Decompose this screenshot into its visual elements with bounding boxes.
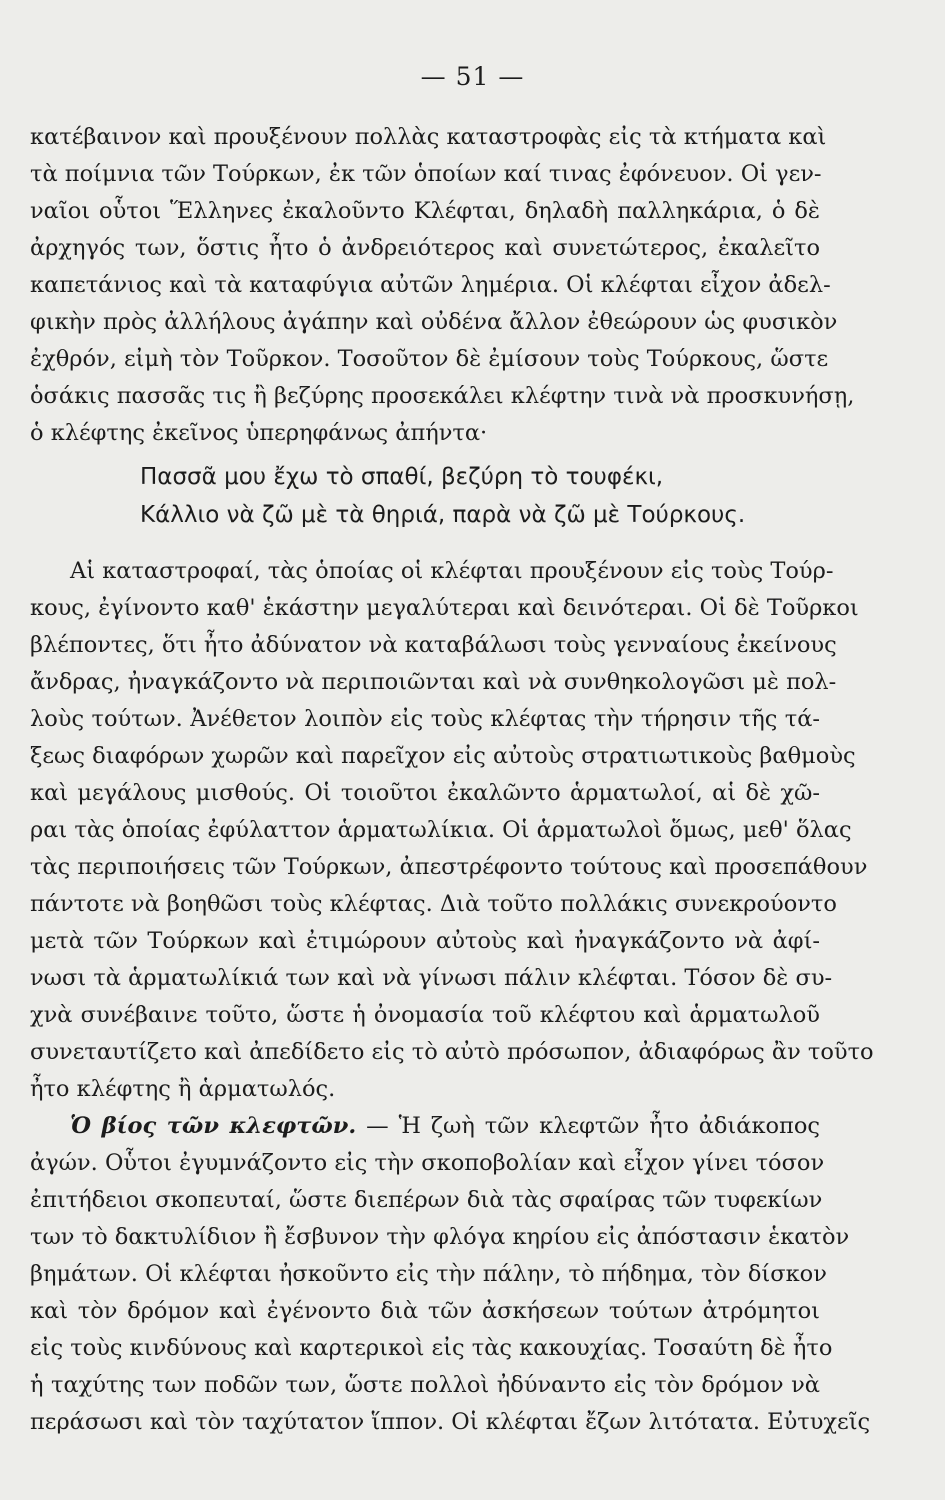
text-line: νωσι τὰ ἁρματωλίκιά των καὶ νὰ γίνωσι πάλιν κλέφται. Τόσον δὲ συ- <box>30 965 833 991</box>
text-line: κατέβαινον καὶ προυξένουν πολλὰς καταστροφὰς εἰς τὰ κτήματα καὶ <box>30 124 827 150</box>
text-line: ραι τὰς ὁποίας ἐφύλαττον ἁρματωλίκια. Οἱ ἁρματωλοὶ ὅμως, μεθ' ὅλας <box>30 817 852 843</box>
text-line: τὰ ποίμνια τῶν Τούρκων, ἐκ τῶν ὁποίων καί τινας ἐφόνευον. Οἱ γεν- <box>30 161 822 187</box>
text-line: εἰς τοὺς κινδύνους καὶ καρτερικοὶ εἰς τὰς κακουχίας. Τοσαύτη δὲ ἦτο <box>30 1335 833 1361</box>
text-line: μετὰ τῶν Τούρκων καὶ ἐτιμώρουν αὐτοὺς καὶ ἠναγκάζοντο νὰ ἀφί- <box>30 928 820 954</box>
text-line: ἀρχηγός των, ὅστις ἦτο ὁ ἀνδρειότερος καὶ συνετώτερος, ἐκαλεῖτο <box>30 235 820 261</box>
text-line: περάσωσι καὶ τὸν ταχύτατον ἵππον. Οἱ κλέφται ἔζων λιτότατα. Εὐτυχεῖς <box>30 1409 871 1435</box>
text-line: χνὰ συνέβαινε τοῦτο, ὥστε ἡ ὀνομασία τοῦ κλέφτου καὶ ἁρματωλοῦ <box>30 1002 820 1028</box>
text-line: λοὺς τούτων. Ἀνέθετον λοιπὸν εἰς τοὺς κλέφτας τὴν τήρησιν τῆς τά- <box>30 706 820 732</box>
text-line: ἄνδρας, ἠναγκάζοντο νὰ περιποιῶνται καὶ νὰ συνθηκολογῶσι μὲ πολ- <box>30 669 837 695</box>
text-line: καπετάνιος καὶ τὰ καταφύγια αὐτῶν λημέρια. Οἱ κλέφται εἶχον ἀδελ- <box>30 272 831 298</box>
text-line: ἦτο κλέφτης ἢ ἁρματωλός. <box>30 1076 336 1102</box>
text-line: ἐπιτήδειοι σκοπευταί, ὥστε διεπέρων διὰ τὰς σφαίρας τῶν τυφεκίων <box>30 1187 823 1213</box>
page-number: — 51 — <box>420 62 525 91</box>
section-heading: Ὁ βίος τῶν κλεφτῶν. <box>70 1113 357 1139</box>
verse-line: Κάλλιο νὰ ζῶ μὲ τὰ θηριά, παρὰ νὰ ζῶ μὲ Τούρκους. <box>140 502 746 528</box>
text-line: ἐχθρόν, εἰμὴ τὸν Τοῦρκον. Τοσοῦτον δὲ ἐμίσουν τοὺς Τούρκους, ὥστε <box>30 346 829 372</box>
text-line: ξεως διαφόρων χωρῶν καὶ παρεῖχον εἰς αὐτοὺς στρατιωτικοὺς βαθμοὺς <box>30 743 856 769</box>
text-line: Αἱ καταστροφαί, τὰς ὁποίας οἱ κλέφται προυξένουν εἰς τοὺς Τούρ- <box>70 558 834 584</box>
text-line: βλέποντες, ὅτι ἦτο ἀδύνατον νὰ καταβάλωσι τοὺς γενναίους ἐκείνους <box>30 632 837 658</box>
text-line <box>70 1111 820 1141</box>
text-line: τὰς περιποιήσεις τῶν Τούρκων, ἀπεστρέφοντο τούτους καὶ προσεπάθουν <box>30 854 868 880</box>
text-line: βημάτων. Οἱ κλέφται ἠσκοῦντο εἰς τὴν πάλην, τὸ πήδημα, τὸν δίσκον <box>30 1261 827 1287</box>
text-line: ἡ ταχύτης των ποδῶν των, ὥστε πολλοὶ ἠδύναντο εἰς τὸν δρόμον νὰ <box>30 1372 820 1398</box>
text-line: κους, ἐγίνοντο καθ' ἑκάστην μεγαλύτεραι καὶ δεινότεραι. Οἱ δὲ Τοῦρκοι <box>30 595 859 621</box>
text-line: των τὸ δακτυλίδιον ἢ ἔσβυνον τὴν φλόγα κηρίου εἰς ἀπόστασιν ἑκατὸν <box>30 1224 850 1250</box>
text-line: ναῖοι οὗτοι Ἕλληνες ἐκαλοῦντο Κλέφται, δηλαδὴ παλληκάρια, ὁ δὲ <box>30 198 820 224</box>
verse-line: Πασσᾶ μου ἔχω τὸ σπαθί, βεζύρη τὸ τουφέκι, <box>140 464 664 490</box>
text-line: ἀγών. Οὗτοι ἐγυμνάζοντο εἰς τὴν σκοποβολίαν καὶ εἶχον γίνει τόσον <box>30 1150 825 1176</box>
text-line: καὶ τὸν δρόμον καὶ ἐγένοντο διὰ τῶν ἀσκήσεων τούτων ἀτρόμητοι <box>30 1298 820 1324</box>
text-line: πάντοτε νὰ βοηθῶσι τοὺς κλέφτας. Διὰ τοῦτο πολλάκις συνεκρούοντο <box>30 891 837 917</box>
text-line: καὶ μεγάλους μισθούς. Οἱ τοιοῦτοι ἐκαλῶντο ἁρματωλοί, αἱ δὲ χῶ- <box>30 780 820 806</box>
text-line: συνεταυτίζετο καὶ ἀπεδίδετο εἰς τὸ αὐτὸ πρόσωπον, ἀδιαφόρως ἂν τοῦτο <box>30 1039 874 1065</box>
text-line: ὁσάκις πασσᾶς τις ἢ βεζύρης προσεκάλει κλέφτην τινὰ νὰ προσκυνήσῃ, <box>30 383 855 409</box>
text-line: ὁ κλέφτης ἐκεῖνος ὑπερηφάνως ἀπήντα· <box>30 420 488 446</box>
text-line: φικὴν πρὸς ἀλλήλους ἀγάπην καὶ οὐδένα ἄλλον ἐθεώρουν ὡς φυσικὸν <box>30 309 838 335</box>
heading-continuation: — Ἡ ζωὴ τῶν κλεφτῶν ἦτο ἀδιάκοπος <box>356 1113 820 1139</box>
